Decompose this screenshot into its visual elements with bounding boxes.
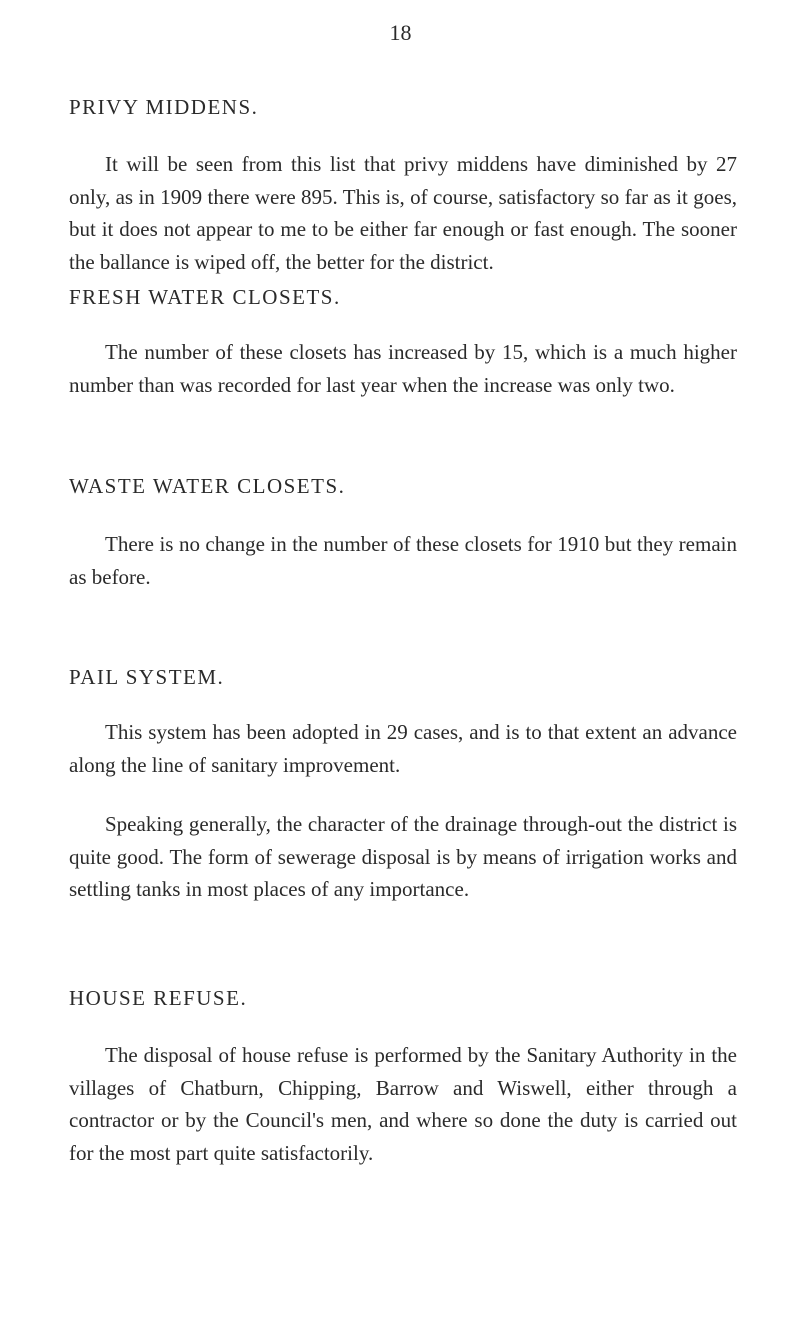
paragraph: Speaking generally, the character of the drainage through-out the district is quite good. The form of sewerage disposal is by means of irrigation works and settling tanks in most places of any importance. [69, 812, 737, 901]
heading-fresh-water-closets: FRESH WATER CLOSETS. [69, 285, 341, 309]
paragraph: The disposal of house refuse is performed by the Sanitary Authority in the villages of Chatburn, Chipping, Barrow and Wiswell, either through a contractor or by the Council's men, and where so done the duty is carried out for the most part quite satisfactorily. [69, 1043, 737, 1165]
body-house-refuse [69, 1039, 737, 1169]
heading-house-refuse: HOUSE REFUSE. [69, 986, 248, 1010]
paragraph: It will be seen from this list that privy middens have diminished by 27 only, as in 1909 there were 895. This is, of course, satisfactory so far as it goes, but it does not appear to me to be either far enough or fast enough. The sooner the ballance is wiped off, the better for the district. [69, 152, 737, 274]
heading-waste-water-closets: WASTE WATER CLOSETS. [69, 474, 346, 498]
page-number: 18 [389, 20, 412, 45]
body-privy-middens [69, 148, 737, 278]
paragraph: This system has been adopted in 29 cases, and is to that extent an advance along the line of sanitary improvement. [69, 720, 737, 777]
heading-pail-system: PAIL SYSTEM. [69, 665, 225, 689]
heading-privy-middens: PRIVY MIDDENS. [69, 95, 259, 119]
body-fresh-water-closets [69, 336, 737, 401]
body-waste-water-closets [69, 528, 737, 593]
paragraph: There is no change in the number of these closets for 1910 but they remain as before. [69, 532, 737, 589]
body-pail-system-2 [69, 808, 737, 906]
body-pail-system-1 [69, 716, 737, 781]
paragraph: The number of these closets has increased by 15, which is a much higher number than was recorded for last year when the increase was only two. [69, 340, 737, 397]
